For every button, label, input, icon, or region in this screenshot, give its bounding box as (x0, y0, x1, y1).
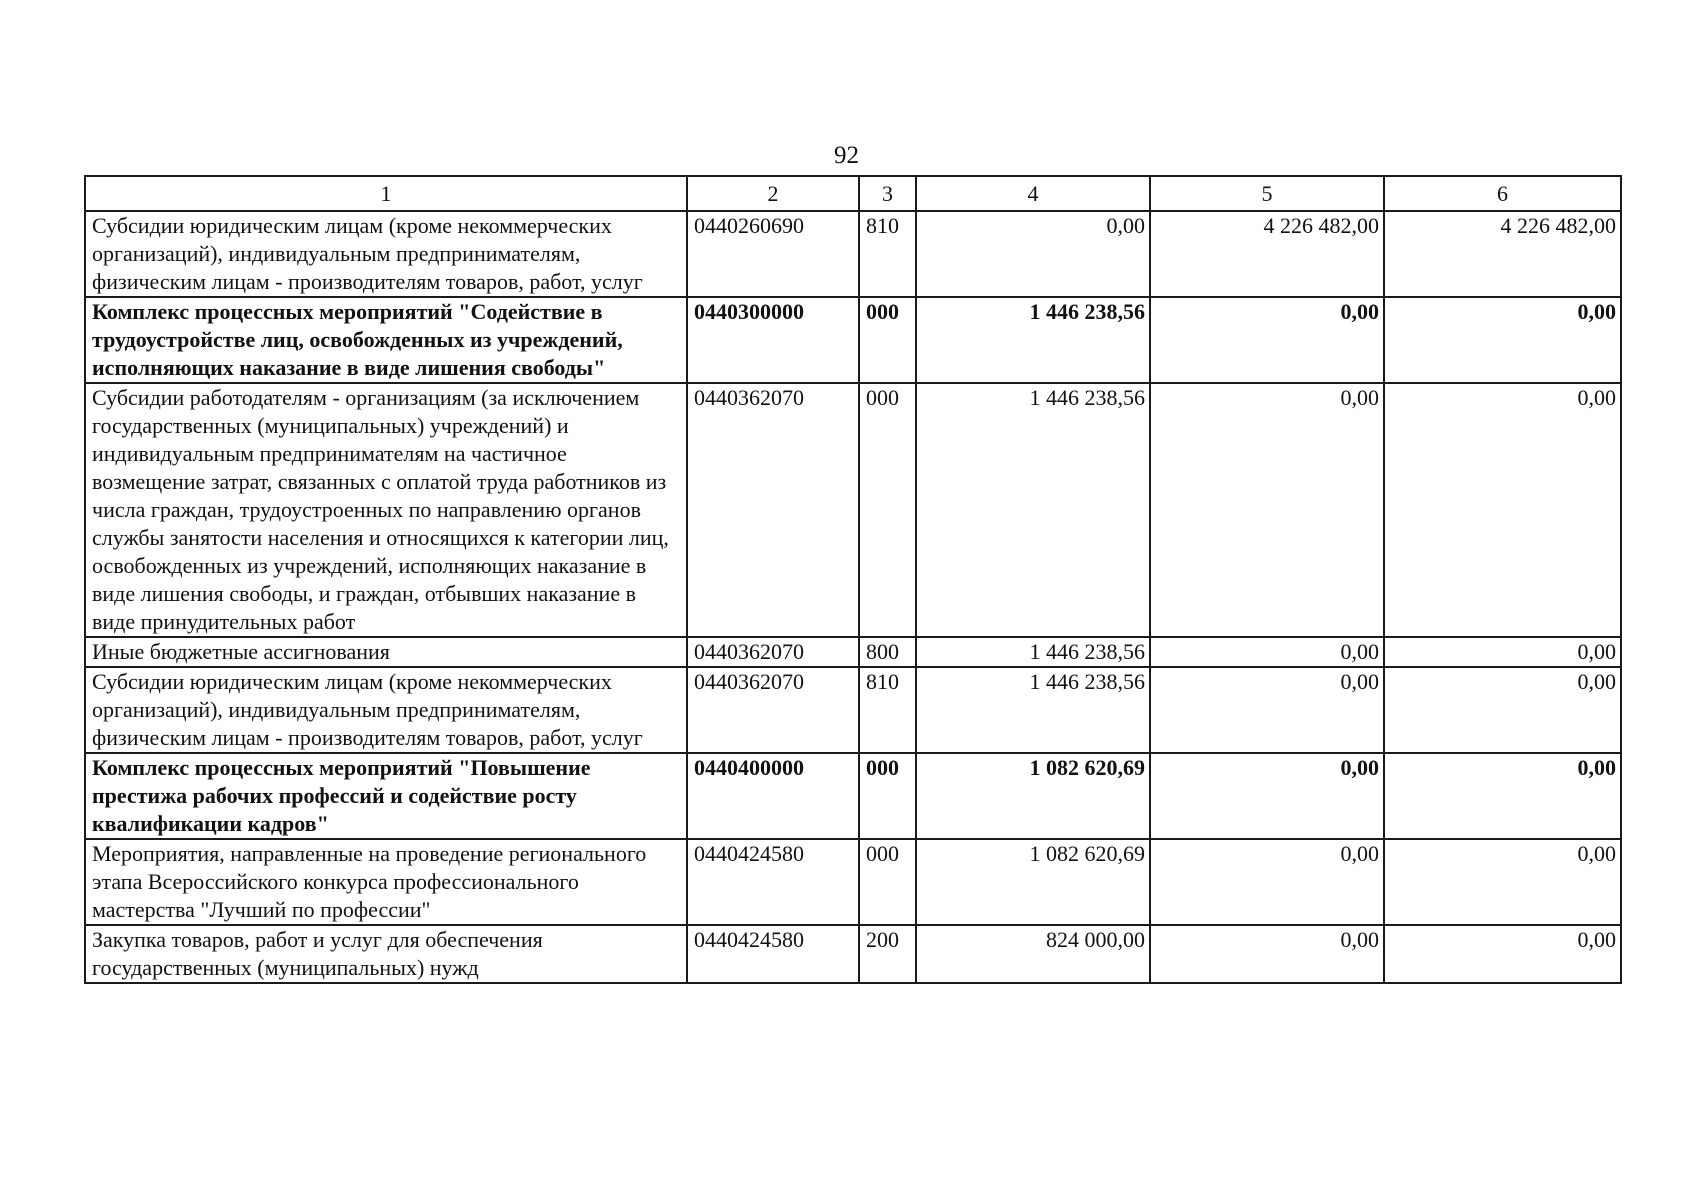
row-amount-year-2: 0,00 (1150, 667, 1384, 753)
row-amount-year-1: 824 000,00 (916, 925, 1150, 983)
row-expense-type: 000 (859, 297, 916, 383)
row-amount-year-3: 0,00 (1384, 753, 1621, 839)
table-row (85, 211, 1621, 297)
row-amount-year-3: 0,00 (1384, 925, 1621, 983)
row-expense-type: 000 (859, 383, 916, 637)
row-amount-year-2: 0,00 (1150, 839, 1384, 925)
row-name: Закупка товаров, работ и услуг для обеспечения государственных (муниципальных) нужд (85, 925, 687, 983)
header-col-4: 4 (916, 176, 1150, 211)
budget-table (84, 175, 1622, 984)
row-name: Иные бюджетные ассигнования (85, 637, 687, 667)
row-amount-year-1: 1 446 238,56 (916, 383, 1150, 637)
row-amount-year-3: 4 226 482,00 (1384, 211, 1621, 297)
row-target-code: 0440300000 (687, 297, 859, 383)
table-header (85, 176, 1621, 211)
table-body (85, 211, 1621, 983)
row-amount-year-2: 0,00 (1150, 383, 1384, 637)
row-target-code: 0440362070 (687, 637, 859, 667)
row-target-code: 0440424580 (687, 925, 859, 983)
row-expense-type: 200 (859, 925, 916, 983)
table-row (85, 637, 1621, 667)
row-target-code: 0440362070 (687, 667, 859, 753)
header-col-3: 3 (859, 176, 916, 211)
row-expense-type: 000 (859, 839, 916, 925)
row-expense-type: 000 (859, 753, 916, 839)
row-expense-type: 800 (859, 637, 916, 667)
row-amount-year-2: 0,00 (1150, 753, 1384, 839)
header-col-2: 2 (687, 176, 859, 211)
row-name: Комплекс процессных мероприятий "Содействие в трудоустройстве лиц, освобожденных из учреждений, исполняющих наказание в виде лишения свободы" (85, 297, 687, 383)
table-row (85, 753, 1621, 839)
row-expense-type: 810 (859, 211, 916, 297)
table-row (85, 839, 1621, 925)
table-row (85, 925, 1621, 983)
row-amount-year-3: 0,00 (1384, 839, 1621, 925)
row-amount-year-2: 0,00 (1150, 637, 1384, 667)
row-name: Субсидии юридическим лицам (кроме некоммерческих организаций), индивидуальным предпринимателям, физическим лицам - производителям товаров, работ, услуг (85, 667, 687, 753)
row-name: Субсидии работодателям - организациям (за исключением государственных (муниципальных) учреждений) и индивидуальным предпринимателям на частичное возмещение затрат, связанных с оплатой труда работников из числа граждан, трудоустроенных по направлению органов службы занятости населения и относящихся к категории лиц, освобожденных из учреждений, исполняющих наказание в виде лишения свободы, и граждан, отбывших наказание в виде принудительных работ (85, 383, 687, 637)
row-amount-year-3: 0,00 (1384, 637, 1621, 667)
row-amount-year-1: 0,00 (916, 211, 1150, 297)
row-amount-year-1: 1 446 238,56 (916, 297, 1150, 383)
row-amount-year-2: 0,00 (1150, 297, 1384, 383)
row-amount-year-3: 0,00 (1384, 383, 1621, 637)
row-name: Мероприятия, направленные на проведение регионального этапа Всероссийского конкурса профессионального мастерства "Лучший по профессии" (85, 839, 687, 925)
row-amount-year-3: 0,00 (1384, 297, 1621, 383)
table-row (85, 667, 1621, 753)
row-amount-year-1: 1 082 620,69 (916, 753, 1150, 839)
row-target-code: 0440424580 (687, 839, 859, 925)
row-expense-type: 810 (859, 667, 916, 753)
header-col-6: 6 (1384, 176, 1621, 211)
row-amount-year-3: 0,00 (1384, 667, 1621, 753)
row-amount-year-2: 0,00 (1150, 925, 1384, 983)
page-number: 92 (834, 142, 859, 169)
row-amount-year-1: 1 446 238,56 (916, 667, 1150, 753)
header-col-5: 5 (1150, 176, 1384, 211)
row-amount-year-1: 1 082 620,69 (916, 839, 1150, 925)
row-name: Комплекс процессных мероприятий "Повышение престижа рабочих профессий и содействие росту квалификации кадров" (85, 753, 687, 839)
header-row (85, 176, 1621, 211)
row-name: Субсидии юридическим лицам (кроме некоммерческих организаций), индивидуальным предпринимателям, физическим лицам - производителям товаров, работ, услуг (85, 211, 687, 297)
table-row (85, 383, 1621, 637)
row-amount-year-2: 4 226 482,00 (1150, 211, 1384, 297)
row-amount-year-1: 1 446 238,56 (916, 637, 1150, 667)
row-target-code: 0440400000 (687, 753, 859, 839)
header-col-1: 1 (85, 176, 687, 211)
row-target-code: 0440260690 (687, 211, 859, 297)
table-row (85, 297, 1621, 383)
row-target-code: 0440362070 (687, 383, 859, 637)
